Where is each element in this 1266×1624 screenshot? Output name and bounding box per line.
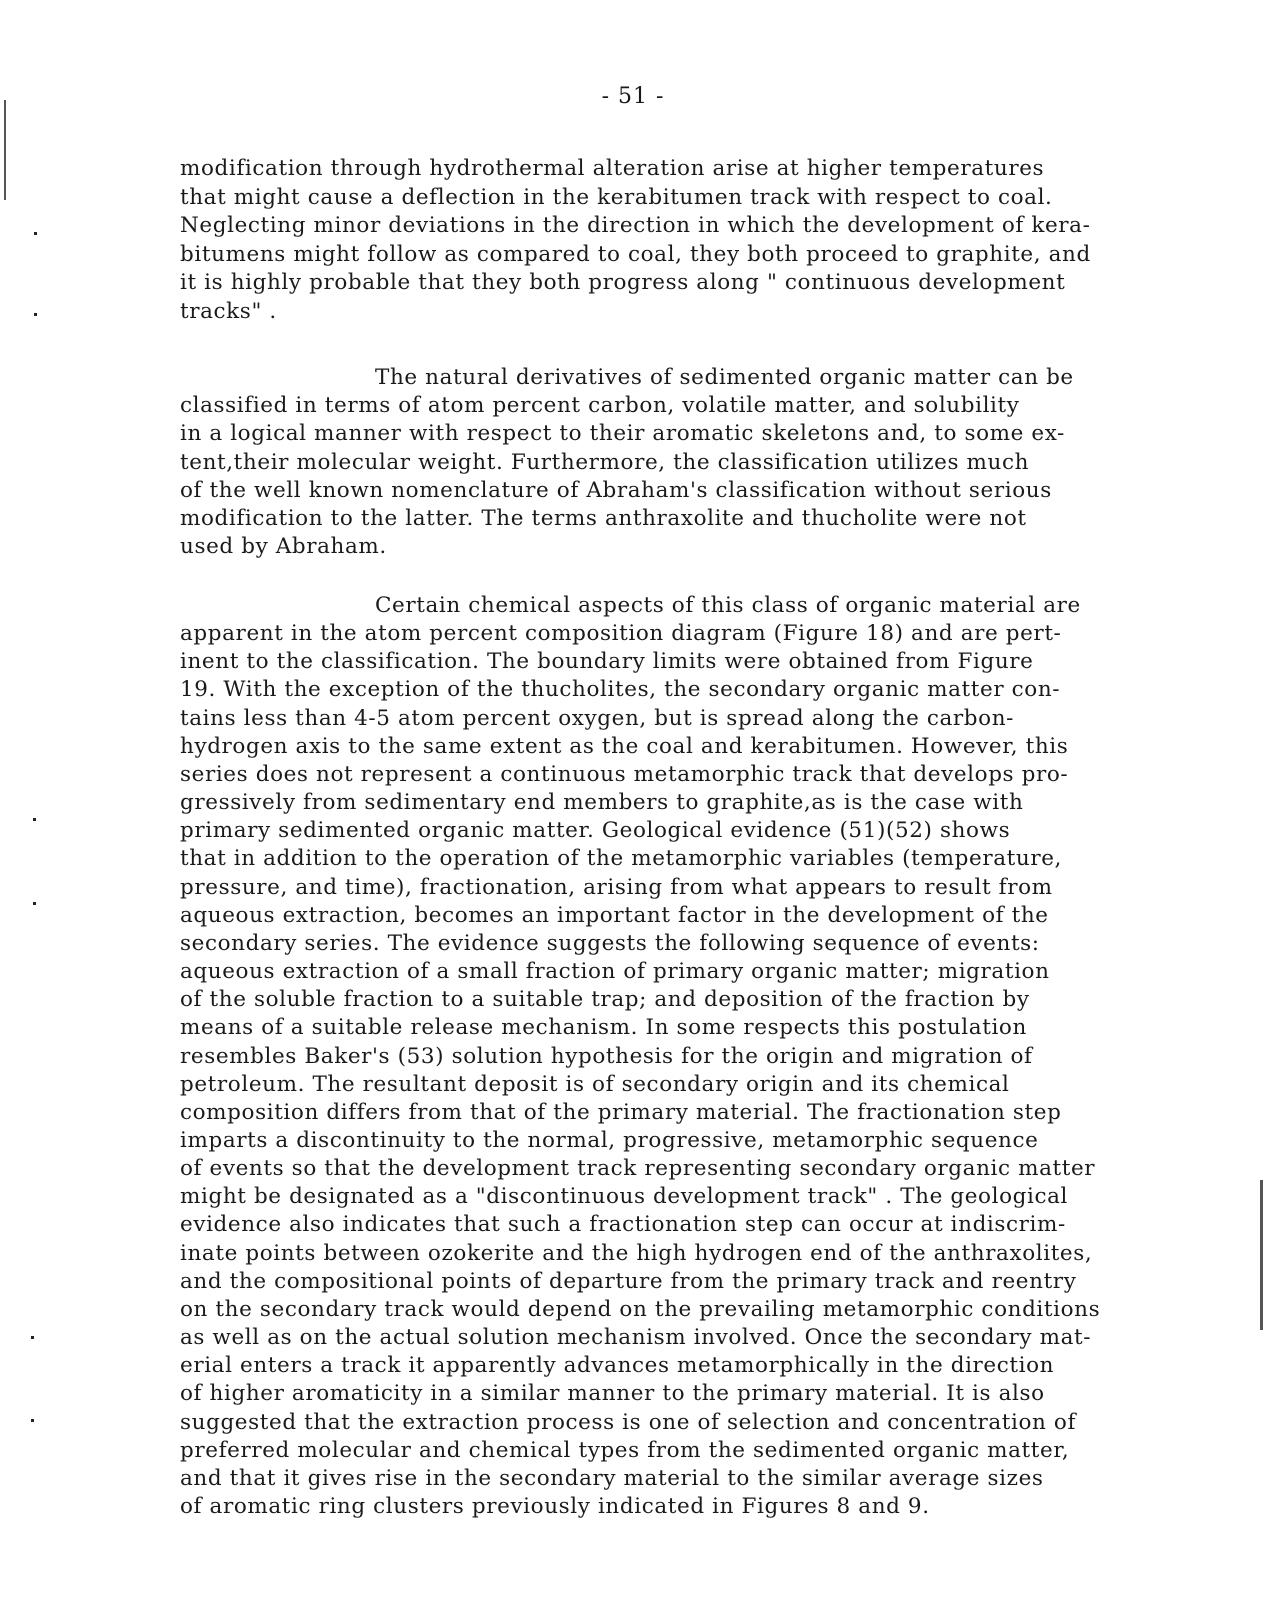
text-line: primary sedimented organic matter. Geological evidence (51)(52) shows bbox=[180, 818, 1011, 844]
text-line: hydrogen axis to the same extent as the coal and kerabitumen. However, this bbox=[180, 733, 1069, 759]
text-line: petroleum. The resultant deposit is of secondary origin and its chemical bbox=[180, 1071, 1010, 1097]
text-line: modification through hydrothermal alteration arise at higher temperatures bbox=[180, 156, 1045, 181]
text-line: 19. With the exception of the thucholites, the secondary organic matter con- bbox=[180, 677, 1061, 703]
paragraph-3 bbox=[180, 592, 1200, 1521]
text-line: of events so that the development track representing secondary organic matter bbox=[180, 1156, 1096, 1182]
text-line: imparts a discontinuity to the normal, progressive, metamorphic sequence bbox=[180, 1127, 1039, 1153]
text-line: and the compositional points of departure from the primary track and reentry bbox=[180, 1268, 1077, 1294]
paragraph-1 bbox=[180, 155, 1200, 327]
text-line: bitumens might follow as compared to coal, they both proceed to graphite, and bbox=[180, 241, 1091, 267]
text-line: that in addition to the operation of the metamorphic variables (temperature, bbox=[180, 846, 1062, 872]
text-line: used by Abraham. bbox=[180, 534, 387, 560]
text-line: that might cause a deflection in the kerabitumen track with respect to coal. bbox=[180, 184, 1053, 210]
margin-dot bbox=[34, 313, 37, 316]
text-line: evidence also indicates that such a fractionation step can occur at indiscrim- bbox=[180, 1212, 1066, 1238]
text-line: pressure, and time), fractionation, arising from what appears to result from bbox=[180, 874, 1053, 900]
text-line: preferred molecular and chemical types from the sedimented organic matter, bbox=[180, 1437, 1070, 1463]
right-edge-scan-line bbox=[1260, 1180, 1263, 1330]
text-line: of the well known nomenclature of Abraham's classification without serious bbox=[180, 477, 1052, 503]
text-line: aqueous extraction, becomes an important factor in the development of the bbox=[180, 902, 1049, 928]
text-line: Neglecting minor deviations in the direction in which the development of kera- bbox=[180, 213, 1091, 239]
text-line: aqueous extraction of a small fraction of primary organic matter; migration bbox=[180, 959, 1050, 985]
text-line: suggested that the extraction process is one of selection and concentration of bbox=[180, 1409, 1077, 1435]
margin-dot bbox=[33, 818, 36, 821]
text-line: The natural derivatives of sedimented organic matter can be bbox=[375, 365, 1074, 390]
text-line: inate points between ozokerite and the high hydrogen end of the anthraxolites, bbox=[180, 1240, 1093, 1266]
text-line: of aromatic ring clusters previously indicated in Figures 8 and 9. bbox=[180, 1494, 930, 1519]
text-line: on the secondary track would depend on the prevailing metamorphic conditions bbox=[180, 1296, 1101, 1322]
text-line: inent to the classification. The boundary limits were obtained from Figure bbox=[180, 649, 1034, 675]
margin-dot bbox=[31, 1419, 34, 1422]
text-line: it is highly probable that they both progress along " continuous development bbox=[180, 270, 1066, 296]
text-line: resembles Baker's (53) solution hypothesis for the origin and migration of bbox=[180, 1043, 1033, 1069]
text-line: erial enters a track it apparently advances metamorphically in the direction bbox=[180, 1353, 1055, 1379]
text-line: tracks" . bbox=[180, 298, 277, 324]
text-line: classified in terms of atom percent carbon, volatile matter, and solubility bbox=[180, 393, 1020, 419]
text-line: composition differs from that of the primary material. The fractionation step bbox=[180, 1099, 1062, 1125]
text-line: tains less than 4-5 atom percent oxygen, but is spread along the carbon- bbox=[180, 705, 1015, 731]
margin-dot bbox=[31, 1336, 34, 1339]
text-line: as well as on the actual solution mechanism involved. Once the secondary mat- bbox=[180, 1325, 1092, 1351]
text-line: of the soluble fraction to a suitable trap; and deposition of the fraction by bbox=[180, 987, 1030, 1013]
text-line: tent,their molecular weight. Furthermore, the classification utilizes much bbox=[180, 449, 1030, 475]
text-line: might be designated as a "discontinuous development track" . The geological bbox=[180, 1184, 1068, 1210]
page-number: - 51 - bbox=[601, 84, 665, 109]
text-line: of higher aromaticity in a similar manner to the primary material. It is also bbox=[180, 1381, 1045, 1407]
text-line: and that it gives rise in the secondary material to the similar average sizes bbox=[180, 1465, 1044, 1491]
text-line: apparent in the atom percent composition diagram (Figure 18) and are pert- bbox=[180, 621, 1062, 647]
margin-dot bbox=[34, 232, 37, 235]
text-line: secondary series. The evidence suggests the following sequence of events: bbox=[180, 930, 1040, 956]
text-line: means of a suitable release mechanism. In some respects this postulation bbox=[180, 1015, 1027, 1041]
left-edge-scan-line bbox=[4, 100, 6, 200]
text-line: series does not represent a continuous metamorphic track that develops pro- bbox=[180, 761, 1069, 787]
text-line: Certain chemical aspects of this class of organic material are bbox=[375, 593, 1081, 618]
margin-dot bbox=[33, 902, 36, 905]
text-line: modification to the latter. The terms anthraxolite and thucholite were not bbox=[180, 506, 1027, 532]
text-line: gressively from sedimentary end members to graphite,as is the case with bbox=[180, 790, 1024, 816]
text-line: in a logical manner with respect to their aromatic skeletons and, to some ex- bbox=[180, 421, 1065, 447]
paragraph-2 bbox=[180, 364, 1200, 561]
